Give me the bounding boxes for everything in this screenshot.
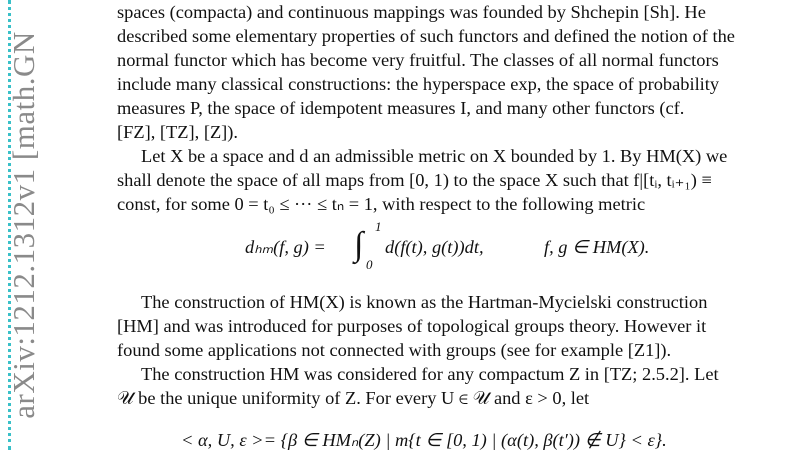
paragraph-2-line-3: const, for some 0 = t₀ ≤ ··· ≤ tₙ = 1, with respect to the following metric [117,194,646,214]
paragraph-1-line-1: spaces (compacta) and continuous mappings was founded by Shchepin [Sh]. He [117,2,706,22]
neighborhood-equation-text: < α, U, ε >= {β ∈ HMₙ(Z) | m{t ∈ [0, 1) | (α(t), β(t′)) ∉ U} < ε}. [181,430,667,450]
paragraph-1-line-5: measures P, the space of idempotent measures I, and many other functors (cf. [117,98,685,118]
paragraph-1-line-4: include many classical constructions: the hyperspace exp, the space of probability [117,74,720,94]
paragraph-4-line-2: 𝒰 be the unique uniformity of Z. For every U ∈ 𝒰 and ε > 0, let [117,388,590,408]
paragraph-2-line-1: Let X be a space and d an admissible metric on X bounded by 1. By HM(X) we [141,146,728,166]
neighborhood-equation [117,428,800,450]
integral-sign: ∫ [354,226,364,263]
paragraph-1-line-3: normal functor which has become very fruitful. The classes of all normal functors [117,50,719,70]
paragraph-4-line-1: The construction HM was considered for any compactum Z in [TZ; 2.5.2]. Let [141,364,719,384]
paragraph-2-line-2: shall denote the space of all maps from [0, 1) to the space X such that f|[tᵢ, tᵢ₊₁) ≡ [117,170,712,190]
arxiv-identifier-stamp: arXiv:1212.1312v1 [math.GN [6,31,41,419]
paragraph-3-line-2: [HM] and was introduced for purposes of topological groups theory. However it [117,316,707,336]
paragraph-1-line-2: described some elementary properties of such functors and defined the notion of the [117,26,735,46]
metric-equation-lhs: dₕₘ(f, g) = [245,237,326,257]
paragraph-1-line-6: [FZ], [TZ], [Z]). [117,122,239,142]
metric-domain: f, g ∈ HM(X). [544,237,650,257]
integral-upper-limit: 1 [375,219,382,234]
integral-lower-limit: 0 [366,257,373,272]
integral-integrand: d(f(t), g(t))dt, [385,237,484,257]
metric-equation [117,219,800,275]
paragraph-3-line-3: found some applications not connected with groups (see for example [Z1]). [117,340,672,360]
paragraph-3-line-1: The construction of HM(X) is known as the Hartman-Mycielski construction [141,292,708,312]
